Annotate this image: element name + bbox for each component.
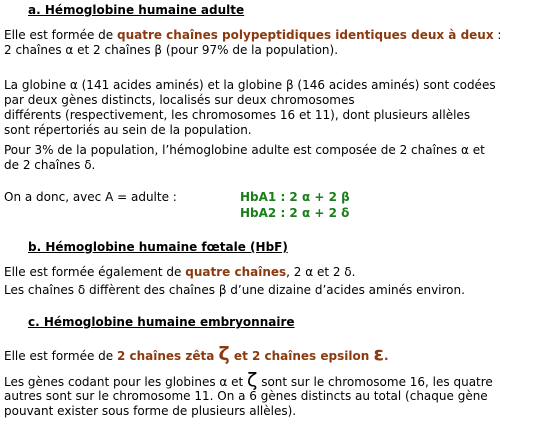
section-b-paragraph-1 <box>4 265 550 280</box>
hba2-formula: HbA2 : 2 α + 2 δ <box>240 206 350 220</box>
epsilon-symbol: ε <box>373 343 385 365</box>
section-a-paragraph-3-line-1: Pour 3% de la population, l’hémoglobine adulte est composée de 2 chaînes α et <box>4 143 485 157</box>
text: . <box>384 349 389 363</box>
section-b-paragraph-2: Les chaînes δ diffèrent des chaînes β d’une dizaine d’acides aminés environ. <box>4 283 465 297</box>
section-b-heading: b. Hémoglobine humaine fœtale (HbF) <box>28 240 288 254</box>
emphasis-text: 2 chaînes zêta <box>116 349 219 363</box>
section-a-paragraph-2-line-1: La globine α (141 acides aminés) et la globine β (146 acides aminés) sont codées <box>4 78 496 92</box>
section-a-paragraph-3-line-2: de 2 chaînes δ. <box>4 158 96 172</box>
emphasis-text: quatre chaînes polypeptidiques identiques deux à deux <box>116 28 494 42</box>
emphasis-text: quatre chaînes <box>185 265 287 279</box>
section-a-paragraph-2-line-2: par deux gènes distincts, localisés sur deux chromosomes <box>4 93 355 107</box>
zeta-symbol: ζ <box>247 369 258 391</box>
section-a-paragraph-2-line-4: sont répertoriés au sein de la population. <box>4 123 252 137</box>
text: Les gènes codant pour les globines α et <box>4 375 248 389</box>
section-c-paragraph-2-line-3: pouvant exister sous forme de plusieurs allèles). <box>4 404 297 418</box>
section-a-paragraph-1-line-1 <box>4 28 550 43</box>
emphasis-text: et 2 chaînes epsilon <box>229 349 374 363</box>
section-a-paragraph-2-line-3: différents (respectivement, les chromosomes 16 et 11), dont plusieurs allèles <box>4 108 471 122</box>
text: Elle est formée également de <box>4 265 186 279</box>
text: : <box>493 28 502 42</box>
text: Elle est formée de <box>4 28 117 42</box>
section-c-paragraph-2-line-2: autres sont sur le chromosome 11. On a 6 gènes distincts au total (chaque gène <box>4 389 488 403</box>
section-a-paragraph-1-line-2: 2 chaînes α et 2 chaînes β (pour 97% de la population). <box>4 43 339 57</box>
section-c-paragraph-1 <box>4 343 550 365</box>
section-c-paragraph-2-line-1 <box>4 369 550 391</box>
hba1-formula: HbA1 : 2 α + 2 β <box>240 190 350 204</box>
section-c-heading: c. Hémoglobine humaine embryonnaire <box>28 315 295 329</box>
zeta-symbol: ζ <box>218 343 230 365</box>
section-a-heading: a. Hémoglobine humaine adulte <box>28 3 245 17</box>
text: Elle est formée de <box>4 349 117 363</box>
text: sont sur le chromosome 16, les quatre <box>257 375 493 389</box>
text: , 2 α et 2 δ. <box>286 265 356 279</box>
section-a-conclusion: On a donc, avec A = adulte : <box>4 190 177 204</box>
